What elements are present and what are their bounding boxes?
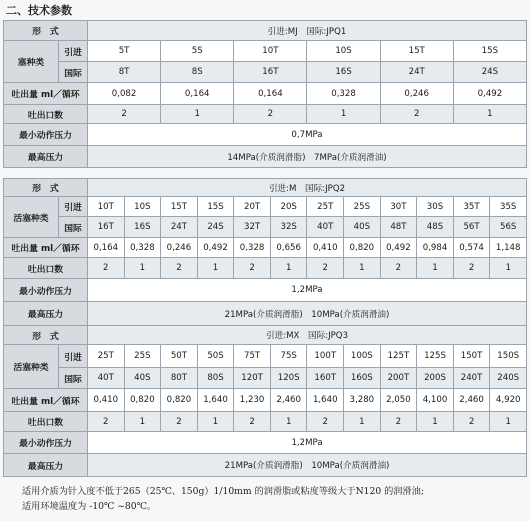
international-cell: 32T <box>234 217 271 238</box>
min-pressure-row <box>4 124 527 146</box>
ports-cell: 1 <box>490 258 527 279</box>
footnote <box>22 484 424 514</box>
output-cell: 1,148 <box>490 238 527 258</box>
spec-table-mj <box>3 20 527 168</box>
international-cell: 160S <box>344 368 381 389</box>
ports-cell: 2 <box>234 105 307 124</box>
output-cell: 0,328 <box>307 83 380 105</box>
output-cell: 0,410 <box>307 238 344 258</box>
min-pressure-value: 1,2MPa <box>88 432 527 454</box>
form-label: 形 式 <box>4 21 88 41</box>
max-pressure-value: 21MPa(介质润滑脂) 10MPa(介质润滑油) <box>88 454 527 477</box>
lead-in-cell: 50T <box>161 345 198 368</box>
international-cell: 40S <box>344 217 381 238</box>
ports-cell: 1 <box>417 258 454 279</box>
ports-cell: 2 <box>453 412 490 432</box>
output-cell: 0,328 <box>234 238 271 258</box>
form-row <box>4 326 527 345</box>
ports-cell: 2 <box>307 412 344 432</box>
ports-cell: 1 <box>344 258 381 279</box>
plunger-type-label: 活塞种类 <box>4 197 59 238</box>
international-cell: 24T <box>161 217 198 238</box>
international-cell: 16S <box>124 217 161 238</box>
international-cell: 8T <box>88 62 161 83</box>
international-cell: 56S <box>490 217 527 238</box>
max-pressure-row <box>4 146 527 168</box>
ports-row <box>4 258 527 279</box>
lead-in-cell: 150T <box>453 345 490 368</box>
ports-cell: 1 <box>344 412 381 432</box>
lead-in-cell: 25T <box>88 345 125 368</box>
min-pressure-value: 0,7MPa <box>88 124 527 146</box>
lead-in-cell: 30T <box>380 197 417 217</box>
output-row <box>4 389 527 412</box>
max-pressure-label: 最高压力 <box>4 454 88 477</box>
plunger-type-label: 塞种类 <box>4 41 59 83</box>
max-pressure-label: 最高压力 <box>4 302 88 326</box>
lead-in-label: 引进 <box>59 197 88 217</box>
footnote-line: 适用环境温度为 -10℃ ~80℃。 <box>22 501 157 512</box>
international-cell: 48T <box>380 217 417 238</box>
min-pressure-value: 1,2MPa <box>88 279 527 302</box>
output-cell: 0,820 <box>344 238 381 258</box>
output-label: 吐出量 ml／循环 <box>4 83 88 105</box>
international-row <box>4 62 527 83</box>
international-cell: 120S <box>270 368 307 389</box>
international-row <box>4 368 527 389</box>
output-cell: 0,164 <box>161 83 234 105</box>
lead-in-label: 引进 <box>59 345 88 368</box>
lead-in-row <box>4 41 527 62</box>
ports-cell: 1 <box>270 258 307 279</box>
ports-cell: 2 <box>161 412 198 432</box>
output-cell: 0,410 <box>88 389 125 412</box>
output-cell: 0,820 <box>161 389 198 412</box>
min-pressure-label: 最小动作压力 <box>4 432 88 454</box>
output-cell: 2,460 <box>453 389 490 412</box>
international-row <box>4 217 527 238</box>
ports-cell: 2 <box>380 412 417 432</box>
ports-label: 吐出口数 <box>4 412 88 432</box>
output-cell: 4,100 <box>417 389 454 412</box>
form-value: 引进:MX 国际:JPQ3 <box>88 326 527 345</box>
spec-table-m <box>3 178 527 326</box>
international-cell: 24T <box>380 62 453 83</box>
section-title: 二、技术参数 <box>6 4 72 17</box>
ports-cell: 1 <box>417 412 454 432</box>
international-cell: 24S <box>453 62 526 83</box>
output-cell: 0,574 <box>453 238 490 258</box>
lead-in-cell: 10S <box>307 41 380 62</box>
max-pressure-label: 最高压力 <box>4 146 88 168</box>
ports-cell: 2 <box>307 258 344 279</box>
international-cell: 40T <box>88 368 125 389</box>
plunger-type-label: 活塞种类 <box>4 345 59 389</box>
output-cell: 0,492 <box>380 238 417 258</box>
form-label: 形 式 <box>4 179 88 197</box>
lead-in-row <box>4 197 527 217</box>
international-cell: 8S <box>161 62 234 83</box>
output-cell: 0,082 <box>88 83 161 105</box>
output-cell: 4,920 <box>490 389 527 412</box>
ports-cell: 2 <box>234 412 271 432</box>
ports-cell: 1 <box>197 412 234 432</box>
lead-in-cell: 20T <box>234 197 271 217</box>
ports-cell: 2 <box>88 258 125 279</box>
ports-cell: 1 <box>307 105 380 124</box>
ports-cell: 2 <box>88 105 161 124</box>
lead-in-cell: 15S <box>453 41 526 62</box>
output-cell: 0,492 <box>197 238 234 258</box>
ports-cell: 2 <box>380 105 453 124</box>
international-cell: 32S <box>270 217 307 238</box>
international-cell: 240S <box>490 368 527 389</box>
ports-cell: 1 <box>453 105 526 124</box>
lead-in-cell: 15S <box>197 197 234 217</box>
lead-in-cell: 50S <box>197 345 234 368</box>
international-cell: 120T <box>234 368 271 389</box>
output-cell: 0,492 <box>453 83 526 105</box>
output-cell: 0,656 <box>270 238 307 258</box>
international-cell: 240T <box>453 368 490 389</box>
international-cell: 16S <box>307 62 380 83</box>
output-label: 吐出量 ml／循环 <box>4 389 88 412</box>
international-label: 国际 <box>59 217 88 238</box>
lead-in-cell: 5S <box>161 41 234 62</box>
output-cell: 1,640 <box>307 389 344 412</box>
output-cell: 0,164 <box>88 238 125 258</box>
ports-cell: 2 <box>161 258 198 279</box>
lead-in-cell: 35T <box>453 197 490 217</box>
form-value: 引进:M 国际:JPQ2 <box>88 179 527 197</box>
lead-in-cell: 125S <box>417 345 454 368</box>
international-cell: 200T <box>380 368 417 389</box>
spec-table-mx <box>3 325 527 477</box>
lead-in-cell: 10T <box>88 197 125 217</box>
international-cell: 80S <box>197 368 234 389</box>
output-cell: 0,246 <box>161 238 198 258</box>
min-pressure-row <box>4 279 527 302</box>
ports-cell: 2 <box>88 412 125 432</box>
form-row <box>4 179 527 197</box>
international-cell: 24S <box>197 217 234 238</box>
lead-in-label: 引进 <box>59 41 88 62</box>
ports-row <box>4 412 527 432</box>
ports-cell: 1 <box>197 258 234 279</box>
max-pressure-row <box>4 454 527 477</box>
output-cell: 0,164 <box>234 83 307 105</box>
international-label: 国际 <box>59 368 88 389</box>
output-row <box>4 83 527 105</box>
output-row <box>4 238 527 258</box>
ports-label: 吐出口数 <box>4 258 88 279</box>
footnote-line: 适用介质为针入度不低于265（25℃、150g）1/10mm 的润滑脂或粘度等级大于N120 的润滑油; <box>22 486 424 497</box>
output-cell: 0,984 <box>417 238 454 258</box>
min-pressure-row <box>4 432 527 454</box>
international-cell: 40T <box>307 217 344 238</box>
international-cell: 160T <box>307 368 344 389</box>
form-value: 引进:MJ 国际:JPQ1 <box>88 21 527 41</box>
ports-cell: 1 <box>124 258 161 279</box>
form-row <box>4 21 527 41</box>
ports-cell: 2 <box>380 258 417 279</box>
lead-in-row <box>4 345 527 368</box>
international-cell: 56T <box>453 217 490 238</box>
lead-in-cell: 75T <box>234 345 271 368</box>
min-pressure-label: 最小动作压力 <box>4 124 88 146</box>
lead-in-cell: 25S <box>344 197 381 217</box>
lead-in-cell: 30S <box>417 197 454 217</box>
international-cell: 48S <box>417 217 454 238</box>
lead-in-cell: 10T <box>234 41 307 62</box>
ports-cell: 1 <box>490 412 527 432</box>
lead-in-cell: 15T <box>161 197 198 217</box>
output-cell: 1,230 <box>234 389 271 412</box>
output-cell: 2,050 <box>380 389 417 412</box>
output-cell: 0,820 <box>124 389 161 412</box>
international-cell: 40S <box>124 368 161 389</box>
international-cell: 16T <box>234 62 307 83</box>
ports-cell: 2 <box>453 258 490 279</box>
lead-in-cell: 20S <box>270 197 307 217</box>
ports-cell: 1 <box>124 412 161 432</box>
ports-cell: 1 <box>161 105 234 124</box>
lead-in-cell: 100S <box>344 345 381 368</box>
max-pressure-value: 21MPa(介质润滑脂) 10MPa(介质润滑油) <box>88 302 527 326</box>
max-pressure-row <box>4 302 527 326</box>
lead-in-cell: 35S <box>490 197 527 217</box>
lead-in-cell: 100T <box>307 345 344 368</box>
lead-in-cell: 125T <box>380 345 417 368</box>
lead-in-cell: 10S <box>124 197 161 217</box>
lead-in-cell: 5T <box>88 41 161 62</box>
lead-in-cell: 25S <box>124 345 161 368</box>
ports-cell: 2 <box>234 258 271 279</box>
output-cell: 3,280 <box>344 389 381 412</box>
output-label: 吐出量 ml／循环 <box>4 238 88 258</box>
lead-in-cell: 15T <box>380 41 453 62</box>
international-cell: 80T <box>161 368 198 389</box>
lead-in-cell: 25T <box>307 197 344 217</box>
form-label: 形 式 <box>4 326 88 345</box>
output-cell: 1,640 <box>197 389 234 412</box>
output-cell: 0,328 <box>124 238 161 258</box>
ports-label: 吐出口数 <box>4 105 88 124</box>
international-cell: 200S <box>417 368 454 389</box>
lead-in-cell: 75S <box>270 345 307 368</box>
min-pressure-label: 最小动作压力 <box>4 279 88 302</box>
max-pressure-value: 14MPa(介质润滑脂) 7MPa(介质润滑油) <box>88 146 527 168</box>
ports-row <box>4 105 527 124</box>
output-cell: 2,460 <box>270 389 307 412</box>
lead-in-cell: 150S <box>490 345 527 368</box>
ports-cell: 1 <box>270 412 307 432</box>
international-cell: 16T <box>88 217 125 238</box>
output-cell: 0,246 <box>380 83 453 105</box>
international-label: 国际 <box>59 62 88 83</box>
